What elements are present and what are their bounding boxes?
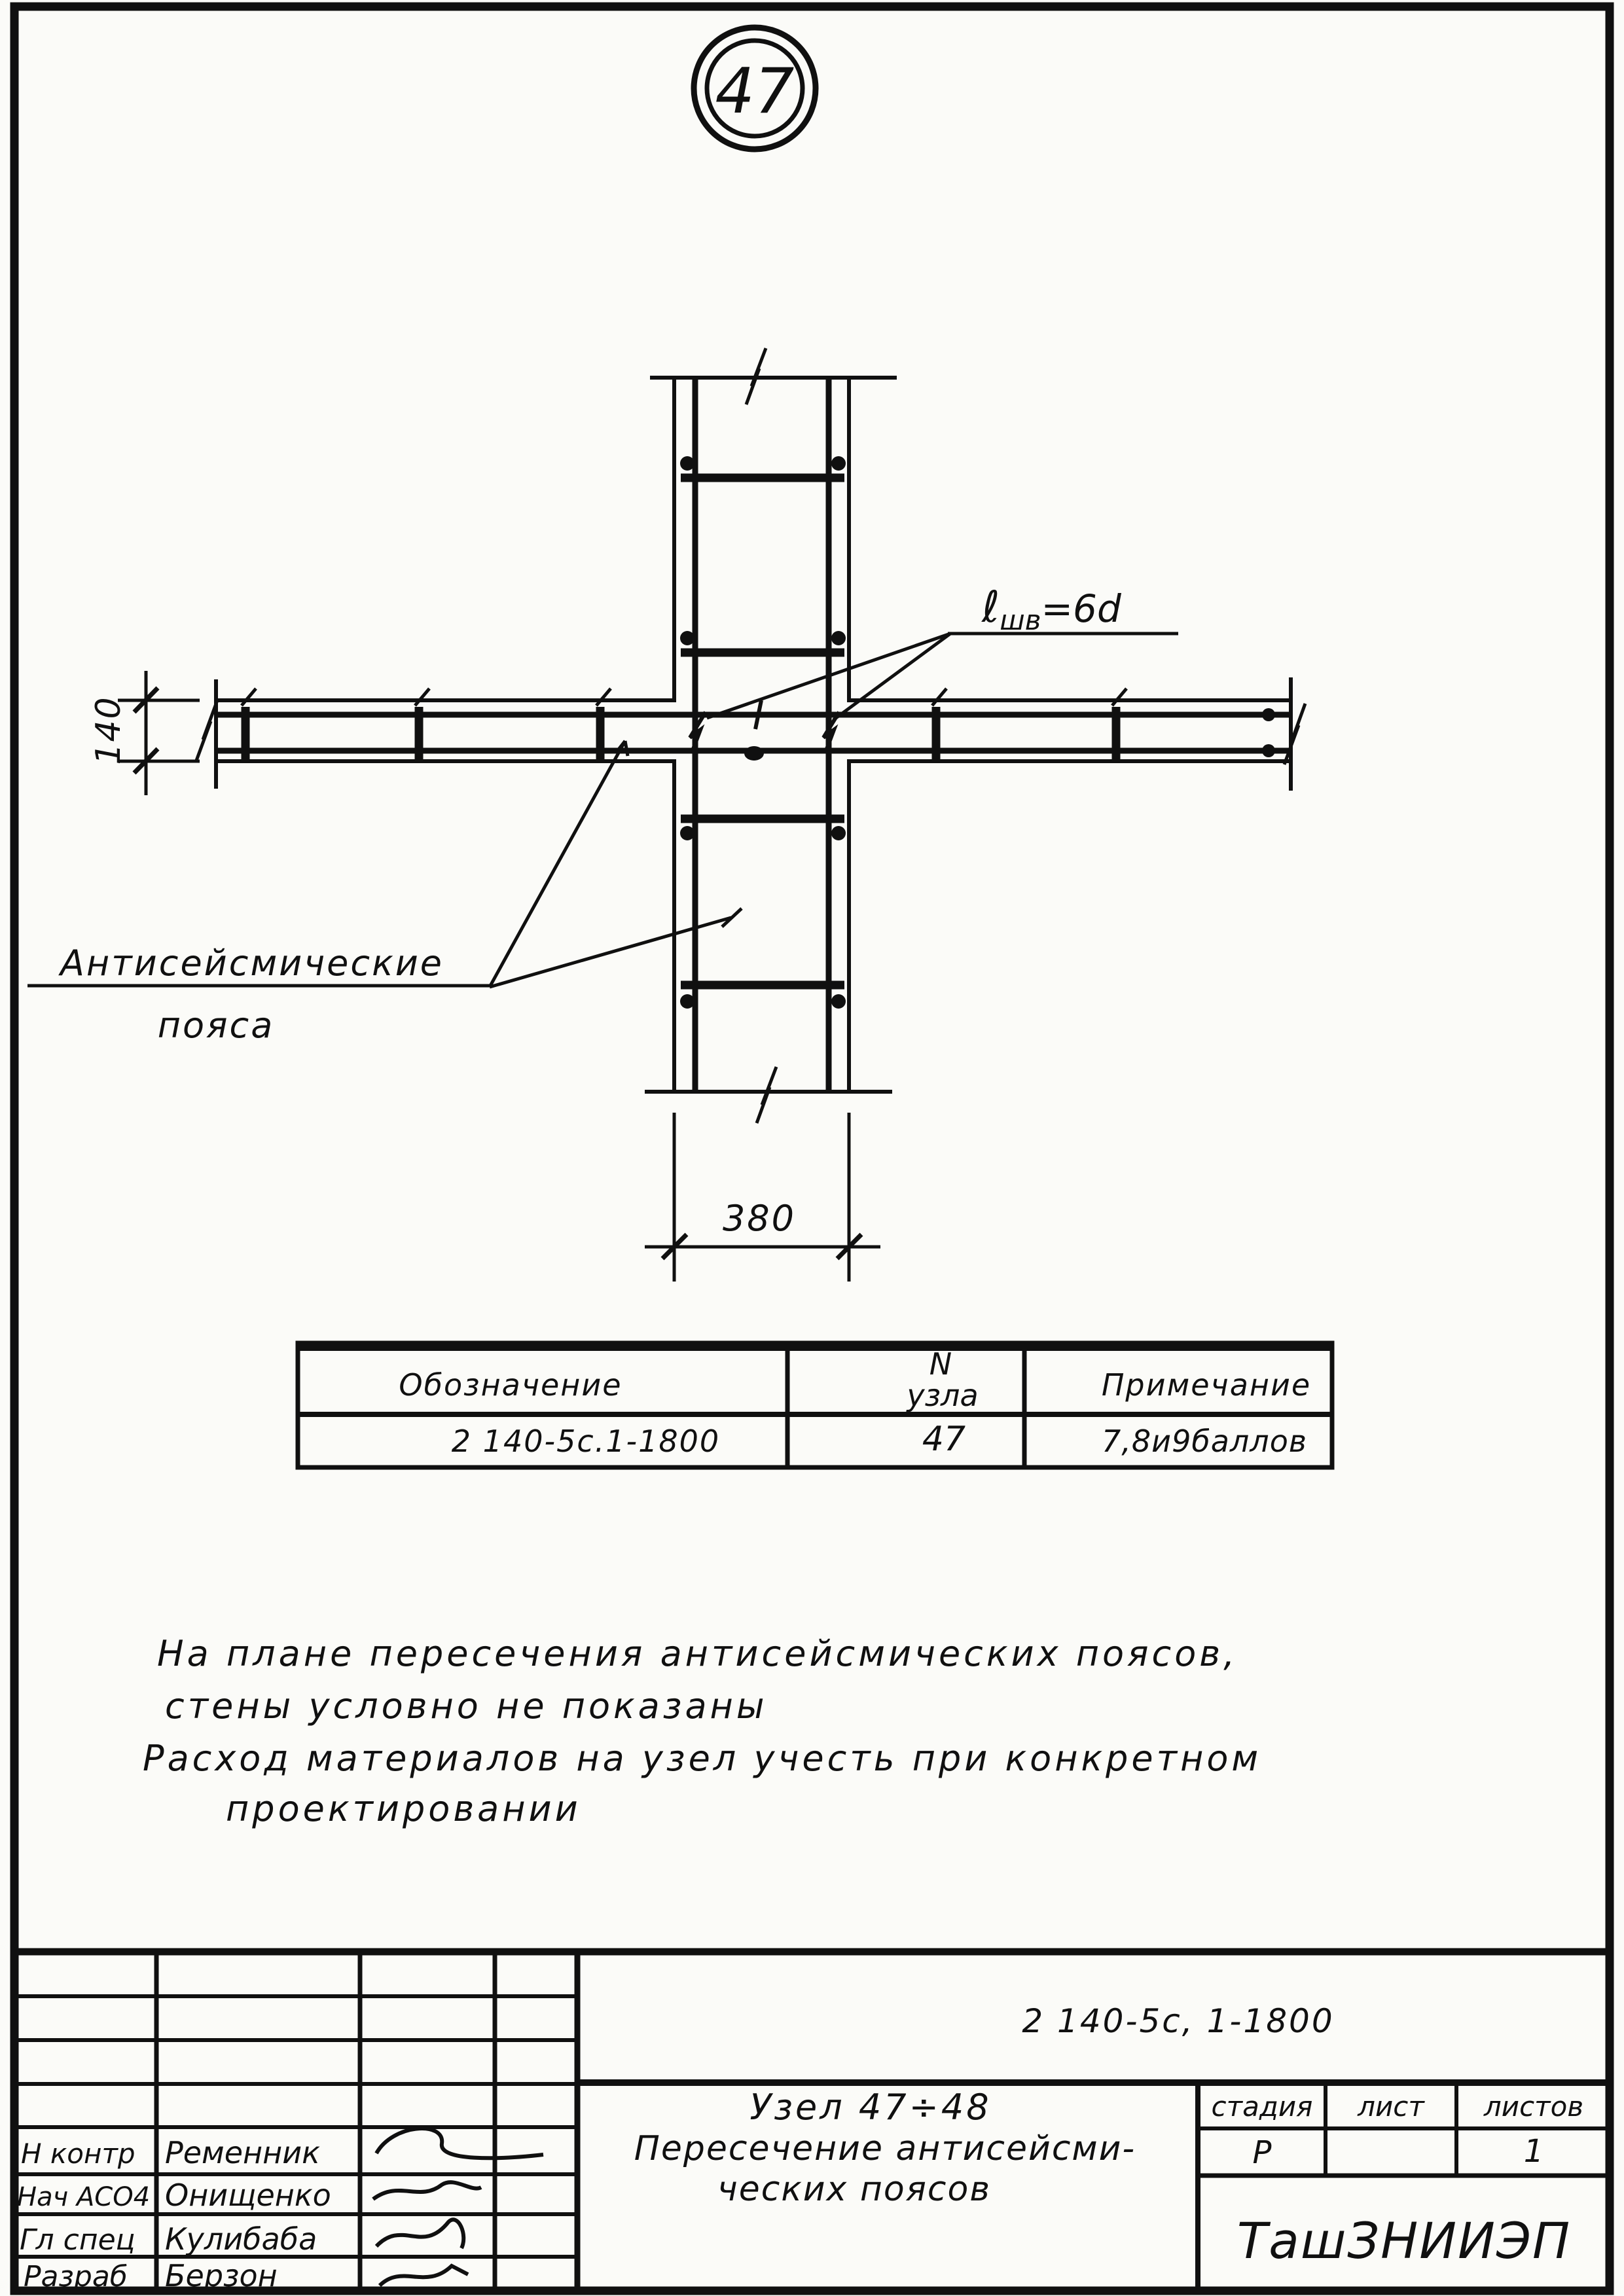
rebar-end-dot	[1262, 744, 1275, 757]
title-line1: Узел 47÷48	[749, 2087, 992, 2128]
signature-name-3: Кулибаба	[165, 2221, 317, 2257]
organization-name: ТашЗНИИЭП	[1236, 2212, 1572, 2270]
signature-role-4: Разраб	[24, 2260, 128, 2293]
weld-label-rest: =6d	[1041, 586, 1121, 631]
belt-leader-lines	[490, 741, 742, 987]
stirrup-dot	[831, 456, 846, 471]
autograph-4	[380, 2266, 468, 2286]
weld-length-label	[981, 582, 1122, 636]
belt-label-line1: Антисейсмические	[60, 942, 444, 984]
spec-row-node: 47	[922, 1420, 966, 1459]
dimension-380	[645, 1113, 880, 1282]
rebar-end-dot	[1262, 708, 1275, 721]
spec-row-note: 7,8и9баллов	[1102, 1424, 1307, 1459]
stirrup-dot	[680, 631, 695, 645]
signature-role-1: Н контр	[21, 2138, 135, 2170]
signature-role-3: Гл спец	[20, 2223, 135, 2257]
stirrup-dot	[680, 826, 695, 840]
node-badge-number: 47	[715, 56, 795, 128]
center-weld-marks	[690, 700, 839, 751]
spec-col-designation: Обозначение	[399, 1367, 623, 1403]
node-badge	[694, 27, 816, 149]
doc-number: 2 140-5с, 1-1800	[1022, 2002, 1335, 2040]
spec-row-designation: 2 140-5с.1-1800	[451, 1424, 721, 1459]
sheet-label: лист	[1358, 2090, 1424, 2123]
spec-col-node-line1: N	[929, 1346, 952, 1382]
sheets-label: листов	[1483, 2090, 1584, 2123]
signature-name-4: Берзон	[165, 2258, 278, 2293]
stirrup-dot	[680, 456, 695, 471]
signature-role-2: Нач АСО4	[17, 2182, 151, 2212]
stage-value: Р	[1252, 2134, 1272, 2171]
belt-label-line2: пояса	[157, 1005, 275, 1046]
stirrup-dot	[831, 826, 846, 840]
signature-name-1: Ременник	[165, 2135, 320, 2170]
autograph-1	[376, 2128, 543, 2158]
stirrup-dot	[831, 994, 846, 1009]
dim-380-text: 380	[722, 1198, 797, 1239]
stirrup-dot	[831, 631, 846, 645]
dim-140-text: 140	[89, 696, 128, 765]
signature-name-2: Онищенко	[165, 2178, 331, 2213]
center-weld-blob	[744, 746, 764, 761]
notes-line4: проектировании	[226, 1788, 581, 1829]
stage-label: стадия	[1211, 2090, 1313, 2123]
title-line2: Пересечение антисейсми-	[634, 2129, 1136, 2168]
stirrup-weld-ticks	[242, 689, 1127, 706]
sheets-value: 1	[1523, 2133, 1544, 2170]
spec-table-column-lines	[787, 1343, 1024, 1467]
title-line3: ческих поясов	[717, 2170, 991, 2209]
dim-380-lines	[645, 1113, 880, 1282]
notes-line2: стены условно не показаны	[165, 1685, 768, 1727]
autograph-2	[373, 2182, 481, 2199]
spec-col-node-line2: узла	[907, 1378, 979, 1413]
cross-plan	[196, 348, 1305, 1123]
signature-autographs	[373, 2128, 543, 2286]
spec-col-note: Примечание	[1101, 1367, 1312, 1403]
belt-callout	[27, 741, 742, 1046]
weld-label-ell: ℓ	[982, 582, 1000, 632]
autograph-3	[376, 2219, 463, 2248]
weld-label-sub: шв	[1000, 604, 1041, 636]
notes-line1: На плане пересечения антисейсмических поясов,	[157, 1633, 1238, 1674]
rebar-dots	[680, 456, 1275, 1009]
break-mark-zigzags	[196, 348, 1305, 1123]
notes-line3: Расход материалов на узел учесть при конкретном	[143, 1738, 1262, 1779]
vertical-belt-stirrups	[681, 478, 844, 985]
dimension-140	[118, 671, 200, 795]
stirrup-dot	[680, 994, 695, 1009]
notes-block	[143, 1633, 1261, 1829]
